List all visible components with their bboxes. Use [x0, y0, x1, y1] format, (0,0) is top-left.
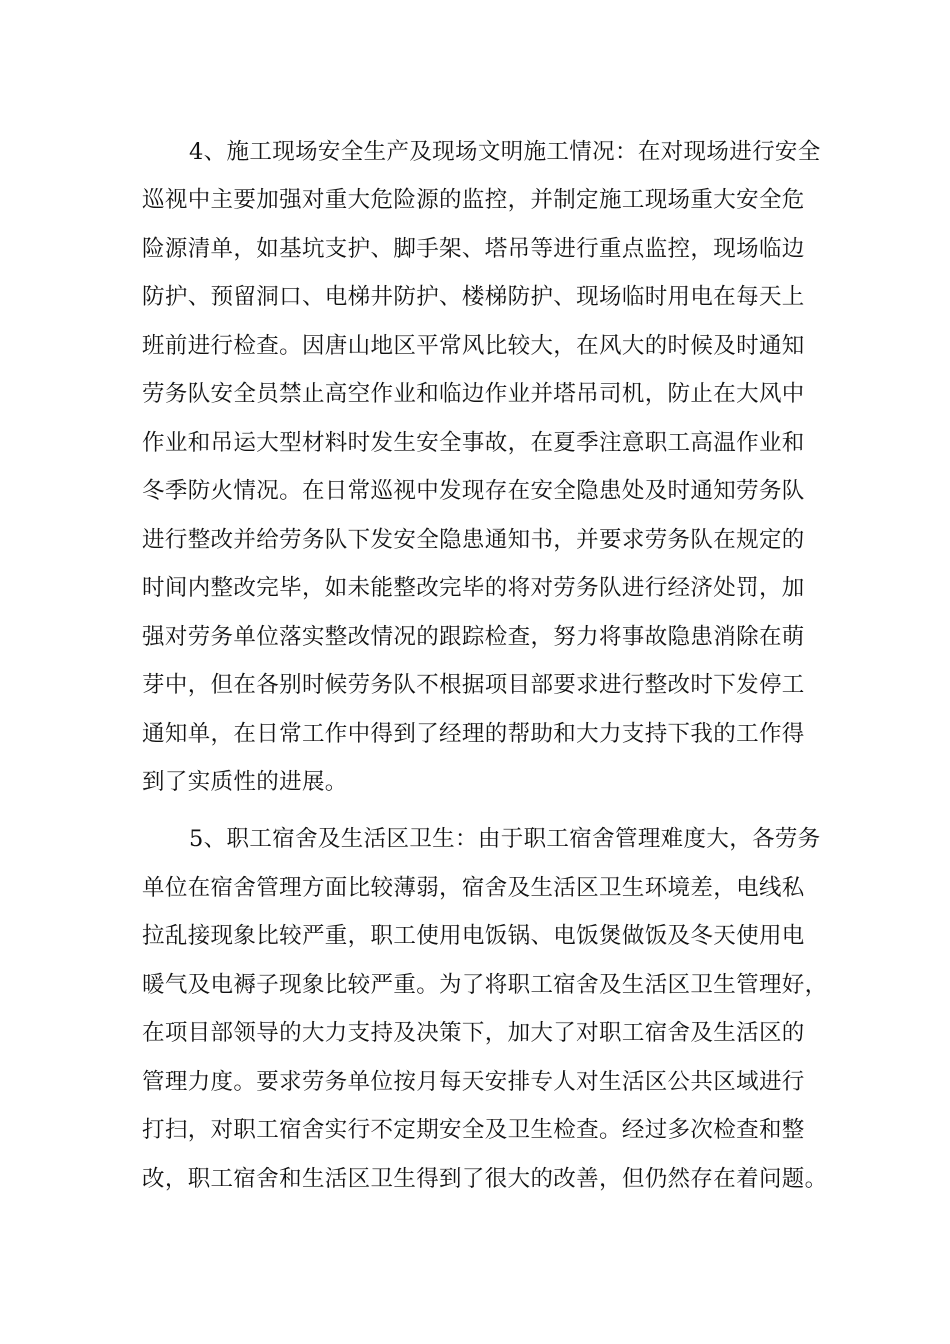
text-line: 冬季防火情况。在日常巡视中发现存在安全隐患处及时通知劳务队: [142, 478, 805, 504]
text-line: 通知单，在日常工作中得到了经理的帮助和大力支持下我的工作得: [142, 721, 805, 747]
text-line: 5、职工宿舍及生活区卫生：由于职工宿舍管理难度大，各劳务: [189, 826, 821, 852]
text-line: 巡视中主要加强对重大危险源的监控，并制定施工现场重大安全危: [142, 187, 805, 213]
text-line: 防护、预留洞口、电梯井防护、楼梯防护、现场临时用电在每天上: [142, 284, 805, 310]
text-line: 暖气及电褥子现象比较严重。为了将职工宿舍及生活区卫生管理好，: [142, 972, 828, 998]
text-line: 险源清单，如基坑支护、脚手架、塔吊等进行重点监控，现场临边: [142, 236, 805, 262]
text-line: 强对劳务单位落实整改情况的跟踪检查，努力将事故隐患消除在萌: [142, 624, 805, 650]
text-line: 打扫，对职工宿舍实行不定期安全及卫生检查。经过多次检查和整: [142, 1117, 805, 1143]
text-line: 单位在宿舍管理方面比较薄弱，宿舍及生活区卫生环境差，电线私: [142, 875, 805, 901]
text-line: 进行整改并给劳务队下发安全隐患通知书，并要求劳务队在规定的: [142, 527, 805, 553]
text-line: 作业和吊运大型材料时发生安全事故，在夏季注意职工高温作业和: [142, 430, 805, 456]
text-line: 在项目部领导的大力支持及决策下，加大了对职工宿舍及生活区的: [142, 1020, 805, 1046]
text-line: 4、施工现场安全生产及现场文明施工情况：在对现场进行安全: [189, 139, 821, 165]
text-line: 管理力度。要求劳务单位按月每天安排专人对生活区公共区域进行: [142, 1069, 805, 1095]
text-line: 拉乱接现象比较严重，职工使用电饭锅、电饭煲做饭及冬天使用电: [142, 923, 805, 949]
text-line: 劳务队安全员禁止高空作业和临边作业并塔吊司机，防止在大风中: [142, 381, 805, 407]
text-line: 芽中，但在各别时候劳务队不根据项目部要求进行整改时下发停工: [142, 672, 805, 698]
text-line: 时间内整改完毕，如未能整改完毕的将对劳务队进行经济处罚，加: [142, 575, 805, 601]
text-line: 改，职工宿舍和生活区卫生得到了很大的改善，但仍然存在着问题。: [142, 1166, 828, 1192]
text-line: 班前进行检查。因唐山地区平常风比较大，在风大的时候及时通知: [142, 333, 805, 359]
text-line: 到了实质性的进展。: [142, 769, 348, 795]
